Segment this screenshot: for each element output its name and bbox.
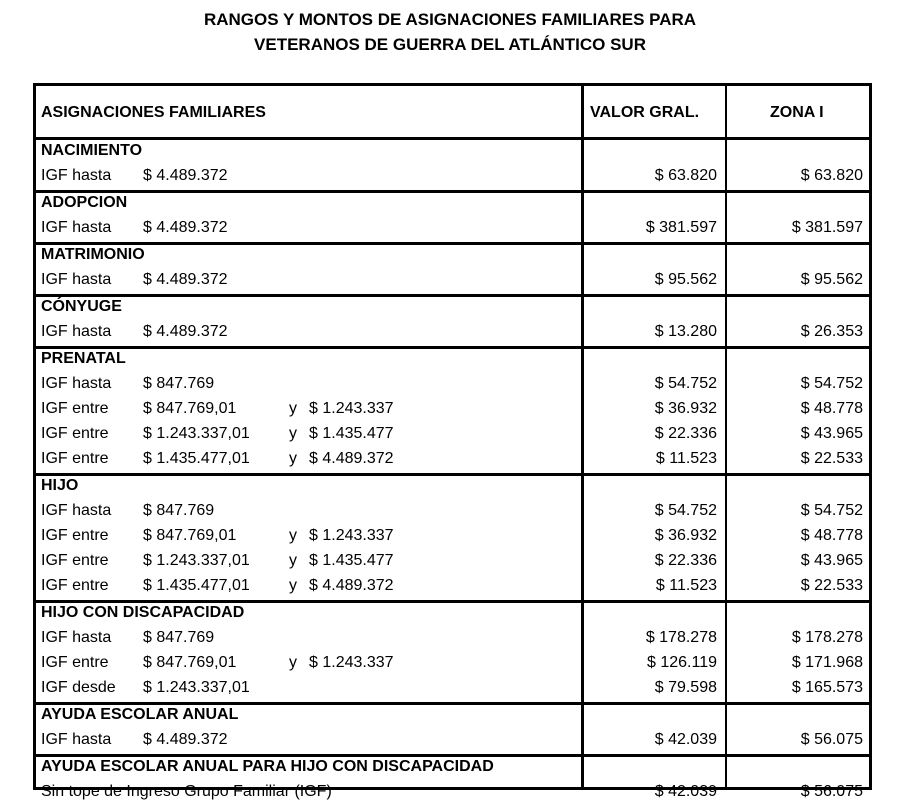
value-zona-i: $ 171.968 (791, 654, 863, 671)
row-condition: IGF entre (41, 527, 109, 544)
section-title: NACIMIENTO (41, 142, 143, 159)
row-condition: IGF entre (41, 400, 109, 417)
section-title: ADOPCION (41, 194, 128, 211)
row-connector: y (289, 527, 297, 544)
value-zona-i: $ 22.533 (800, 450, 863, 467)
value-zona-i: $ 56.075 (800, 783, 863, 800)
row-connector: y (289, 577, 297, 594)
value-general: $ 381.597 (645, 219, 717, 236)
row-connector: y (289, 425, 297, 442)
value-zona-i: $ 56.075 (800, 731, 863, 748)
row-amount-from: $ 4.489.372 (143, 167, 228, 184)
section-divider (36, 242, 869, 245)
row-amount-to: $ 1.243.337 (309, 400, 394, 417)
row-condition: IGF desde (41, 679, 116, 696)
value-general: $ 95.562 (654, 271, 717, 288)
section-title: HIJO CON DISCAPACIDAD (41, 604, 245, 621)
header-asignaciones: ASIGNACIONES FAMILIARES (41, 104, 266, 121)
value-general: $ 22.336 (654, 425, 717, 442)
row-amount-from: $ 4.489.372 (143, 731, 228, 748)
section-title: MATRIMONIO (41, 246, 145, 263)
value-zona-i: $ 381.597 (791, 219, 863, 236)
row-connector: y (289, 654, 297, 671)
row-amount-from: $ 1.243.337,01 (143, 679, 250, 696)
value-general: $ 13.280 (654, 323, 717, 340)
header-valor-gral: VALOR GRAL. (590, 104, 700, 121)
row-condition: IGF hasta (41, 731, 112, 748)
row-condition: IGF hasta (41, 375, 112, 392)
row-connector: y (289, 400, 297, 417)
row-amount-from: $ 4.489.372 (143, 323, 228, 340)
value-general: $ 63.820 (654, 167, 717, 184)
value-zona-i: $ 165.573 (791, 679, 863, 696)
row-amount-from: $ 847.769,01 (143, 400, 237, 417)
value-zona-i: $ 178.278 (791, 629, 863, 646)
row-amount-from: $ 847.769 (143, 502, 215, 519)
row-amount-from: $ 847.769,01 (143, 654, 237, 671)
value-zona-i: $ 22.533 (800, 577, 863, 594)
section-divider (36, 473, 869, 476)
row-condition: IGF entre (41, 552, 109, 569)
allowances-table (33, 83, 872, 800)
row-divider (36, 137, 869, 140)
row-amount-from: $ 1.435.477,01 (143, 450, 250, 467)
row-amount-from: $ 1.435.477,01 (143, 577, 250, 594)
value-zona-i: $ 48.778 (800, 400, 863, 417)
row-condition: IGF entre (41, 654, 109, 671)
value-general: $ 42.039 (654, 731, 717, 748)
row-amount-from: $ 4.489.372 (143, 219, 228, 236)
row-amount-to: $ 1.243.337 (309, 654, 394, 671)
row-condition: IGF hasta (41, 167, 112, 184)
value-zona-i: $ 95.562 (800, 271, 863, 288)
section-title: AYUDA ESCOLAR ANUAL (41, 706, 239, 723)
section-divider (36, 346, 869, 349)
row-amount-from: $ 1.243.337,01 (143, 425, 250, 442)
row-condition: IGF hasta (41, 323, 112, 340)
value-zona-i: $ 63.820 (800, 167, 863, 184)
page-title: RANGOS Y MONTOS DE ASIGNACIONES FAMILIARES PARA (203, 10, 697, 29)
value-zona-i: $ 54.752 (800, 375, 863, 392)
row-description: Sin tope de Ingreso Grupo Familiar (IGF) (41, 783, 332, 800)
row-connector: y (289, 552, 297, 569)
section-title: AYUDA ESCOLAR ANUAL PARA HIJO CON DISCAPACIDAD (41, 758, 494, 775)
row-amount-to: $ 4.489.372 (309, 450, 394, 467)
row-connector: y (289, 450, 297, 467)
page-subtitle: VETERANOS DE GUERRA DEL ATLÁNTICO SUR (254, 35, 646, 54)
section-title: HIJO (41, 477, 79, 494)
row-condition: IGF hasta (41, 219, 112, 236)
value-zona-i: $ 54.752 (800, 502, 863, 519)
value-general: $ 36.932 (654, 400, 717, 417)
value-zona-i: $ 43.965 (800, 552, 863, 569)
row-condition: IGF entre (41, 577, 109, 594)
value-general: $ 79.598 (654, 679, 717, 696)
row-condition: IGF entre (41, 425, 109, 442)
value-general: $ 11.523 (655, 450, 717, 467)
row-amount-to: $ 1.435.477 (309, 552, 394, 569)
value-general: $ 22.336 (654, 552, 717, 569)
section-divider (36, 190, 869, 193)
row-amount-from: $ 847.769 (143, 375, 215, 392)
row-amount-to: $ 4.489.372 (309, 577, 394, 594)
value-general: $ 178.278 (645, 629, 717, 646)
row-amount-from: $ 1.243.337,01 (143, 552, 250, 569)
row-amount-from: $ 4.489.372 (143, 271, 228, 288)
row-amount-from: $ 847.769 (143, 629, 215, 646)
row-condition: IGF entre (41, 450, 109, 467)
row-condition: IGF hasta (41, 502, 112, 519)
value-general: $ 42.039 (654, 783, 717, 800)
row-amount-from: $ 847.769,01 (143, 527, 237, 544)
row-condition: IGF hasta (41, 271, 112, 288)
row-amount-to: $ 1.243.337 (309, 527, 394, 544)
value-general: $ 54.752 (654, 502, 717, 519)
header-zona-i: ZONA I (770, 104, 824, 121)
value-zona-i: $ 43.965 (800, 425, 863, 442)
value-general: $ 36.932 (654, 527, 717, 544)
value-zona-i: $ 26.353 (800, 323, 863, 340)
section-title: CÓNYUGE (41, 298, 122, 315)
section-title: PRENATAL (41, 350, 126, 367)
value-general: $ 54.752 (654, 375, 717, 392)
row-condition: IGF hasta (41, 629, 112, 646)
value-general: $ 11.523 (655, 577, 717, 594)
value-general: $ 126.119 (647, 654, 717, 671)
value-zona-i: $ 48.778 (800, 527, 863, 544)
section-divider (36, 294, 869, 297)
row-amount-to: $ 1.435.477 (309, 425, 394, 442)
